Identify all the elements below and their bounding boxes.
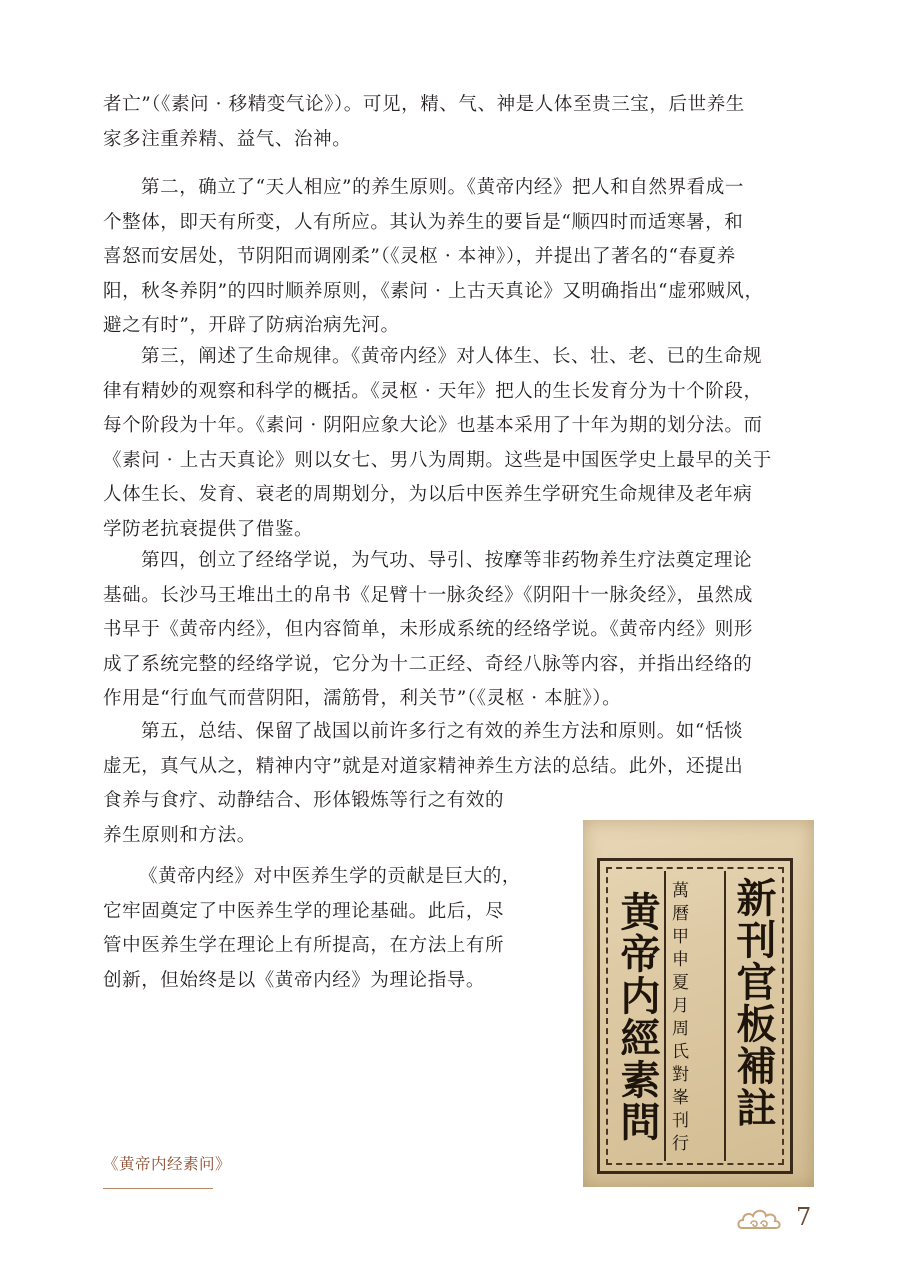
text-line: 第二，确立了“天人相应”的养生原则。《黄帝内经》把人和自然界看成一: [141, 177, 744, 198]
paragraph-second-point: [103, 171, 813, 344]
column-divider: [724, 871, 726, 1161]
text-line: 避之有时”，开辟了防病治病先河。: [103, 315, 400, 337]
image-caption: 《黄帝内经素问》: [103, 1155, 232, 1173]
text-line: 养生原则和方法。: [103, 824, 256, 846]
text-line: 学防老抗衰提供了借鉴。: [103, 518, 314, 540]
paragraph-conclusion: [103, 860, 553, 998]
text-line: 基础。长沙马王堆出土的帛书《足臂十一脉灸经》《阴阳十一脉灸经》，虽然成: [103, 584, 754, 606]
cover-subtitle: 萬曆甲申夏月周氏對峯刊行: [668, 881, 688, 1157]
text-line: 喜怒而安居处，节阴阳而调刚柔”（《灵枢 · 本神》），并提出了著名的“春夏养: [103, 246, 736, 268]
paragraph-intro-continued: [103, 88, 813, 157]
text-line: 个整体，即天有所变，人有所应。其认为养生的要旨是“顺四时而适寒暑，和: [103, 211, 744, 233]
cover-title-right: 新刊官板補註: [730, 877, 777, 1129]
text-line: 律有精妙的观察和科学的概括。《灵枢 · 天年》把人的生长发育分为十个阶段，: [103, 380, 763, 402]
column-divider: [664, 871, 666, 1161]
text-line: 每个阶段为十年。《素问 · 阴阳应象大论》也基本采用了十年为期的划分法。而: [103, 415, 763, 437]
caption-divider: [103, 1188, 213, 1189]
text-line: 《黄帝内经》对中医养生学的贡献是巨大的，: [139, 866, 522, 887]
text-line: 虚无，真气从之，精神内守”就是对道家精神养生方法的总结。此外，还提出: [103, 755, 744, 777]
text-line: 第五，总结、保留了战国以前许多行之有效的养生方法和原则。如“恬惔: [141, 721, 744, 742]
text-line: 人体生长、发育、衰老的周期划分，为以后中医养生学研究生命规律及老年病: [103, 484, 753, 506]
text-line: 阳，秋冬养阴”的四时顺养原则，《素问 · 上古天真论》又明确指出“虚邪贼风，: [103, 280, 764, 302]
text-line: 食养与食疗、动静结合、形体锻炼等行之有效的: [103, 790, 505, 812]
text-line: 它牢固奠定了中医养生学的理论基础。此后，尽: [103, 900, 505, 922]
paragraph-fourth-point: [103, 544, 813, 717]
text-line: 管中医养生学在理论上有所提高，在方法上有所: [103, 935, 505, 957]
page-number: 7: [796, 1203, 812, 1231]
text-line: 创新，但始终是以《黄帝内经》为理论指导。: [103, 969, 486, 991]
text-line: 《素问 · 上古天真论》则以女七、男八为周期。这些是中国医学史上最早的关于: [103, 449, 772, 471]
text-line: 书早于《黄帝内经》，但内容简单，未形成系统的经络学说。《黄帝内经》则形: [103, 619, 754, 641]
paragraph-third-point: [103, 340, 813, 548]
book-cover-image: [583, 820, 814, 1187]
text-line: 成了系统完整的经络学说，它分为十二正经、奇经八脉等内容，并指出经络的: [103, 653, 753, 675]
cover-title-left: 黄帝内經素問: [614, 891, 661, 1143]
text-line: 者亡”（《素问 · 移精变气论》）。可见，精、气、神是人体至贵三宝，后世养生: [103, 94, 745, 115]
text-line: 第四，创立了经络学说，为气功、导引、按摩等非药物养生疗法奠定理论: [141, 550, 753, 571]
cloud-ornament-icon: [736, 1206, 782, 1234]
cover-border: [597, 858, 793, 1174]
text-line: 家多注重养精、益气、治神。: [103, 128, 352, 150]
text-line: 作用是“行血气而营阴阳，濡筋骨，利关节”（《灵枢 · 本脏》）。: [103, 688, 622, 710]
text-line: 第三，阐述了生命规律。《黄帝内经》对人体生、长、壮、老、已的生命规: [141, 346, 763, 367]
